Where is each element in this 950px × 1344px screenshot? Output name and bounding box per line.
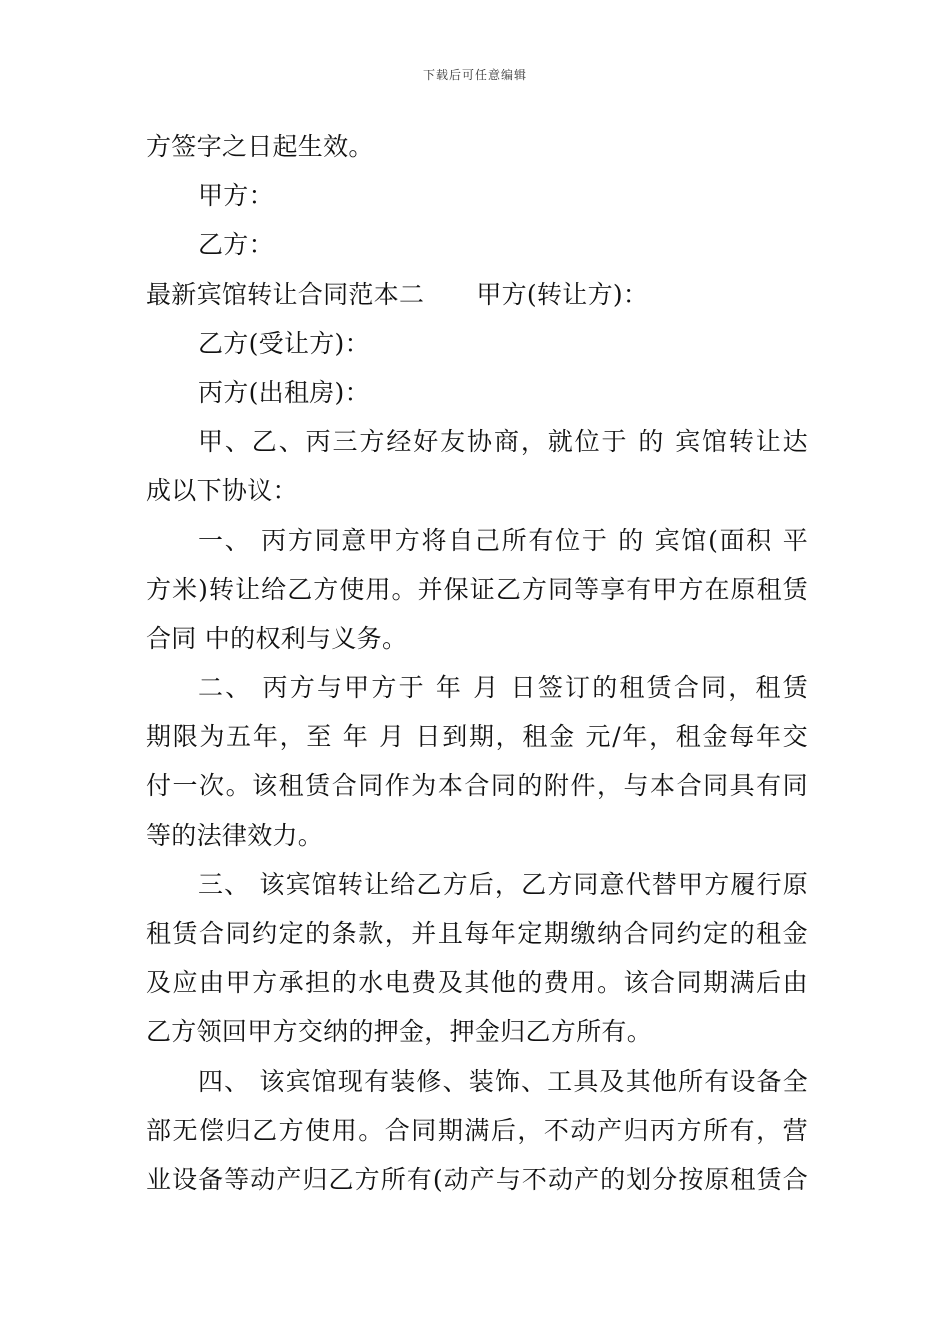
party-a-label: 甲方(转让方)：	[476, 279, 649, 309]
document-body	[146, 122, 808, 1204]
page-header-note: 下载后可任意编辑	[422, 68, 527, 82]
text-line: 期限为五年，至 年 月 日到期，租金 元/年，租金每年交	[146, 722, 808, 752]
text-line: 丙方(出租房)：	[198, 377, 370, 407]
text-line: 乙方：	[198, 230, 274, 260]
text-line: 三、 该宾馆转让给乙方后，乙方同意代替甲方履行原	[198, 869, 808, 899]
text-line: 等的法律效力。	[146, 820, 324, 850]
text-line: 二、 丙方与甲方于 年 月 日签订的租赁合同，租赁	[198, 673, 808, 703]
section-title: 最新宾馆转让合同范本二	[146, 279, 425, 309]
text-line: 租赁合同约定的条款，并且每年定期缴纳合同约定的租金	[146, 919, 808, 948]
text-line: 方签字之日起生效。	[146, 132, 374, 161]
text-line: 乙方(受让方)：	[198, 328, 370, 358]
text-line: 付一次。该租赁合同作为本合同的附件，与本合同具有同	[146, 771, 808, 801]
text-line: 业设备等动产归乙方所有(动产与不动产的划分按原租赁合	[146, 1164, 808, 1194]
text-line: 合同 中的权利与义务。	[146, 623, 408, 653]
text-line: 一、 丙方同意甲方将自己所有位于 的 宾馆(面积 平	[198, 525, 808, 555]
text-line: 方米)转让给乙方使用。并保证乙方同等享有甲方在原租赁	[146, 574, 808, 604]
text-line: 部无偿归乙方使用。合同期满后，不动产归丙方所有，营	[146, 1115, 808, 1145]
text-line: 及应由甲方承担的水电费及其他的费用。该合同期满后由	[146, 968, 808, 998]
text-line: 甲方：	[198, 181, 274, 211]
text-line: 甲、乙、丙三方经好友协商，就位于 的 宾馆转让达	[198, 427, 808, 457]
text-line: 四、 该宾馆现有装修、装饰、工具及其他所有设备全	[198, 1066, 808, 1096]
text-line: 乙方领回甲方交纳的押金，押金归乙方所有。	[146, 1017, 653, 1047]
text-line-title	[146, 270, 808, 319]
text-line: 成以下协议：	[146, 476, 298, 506]
